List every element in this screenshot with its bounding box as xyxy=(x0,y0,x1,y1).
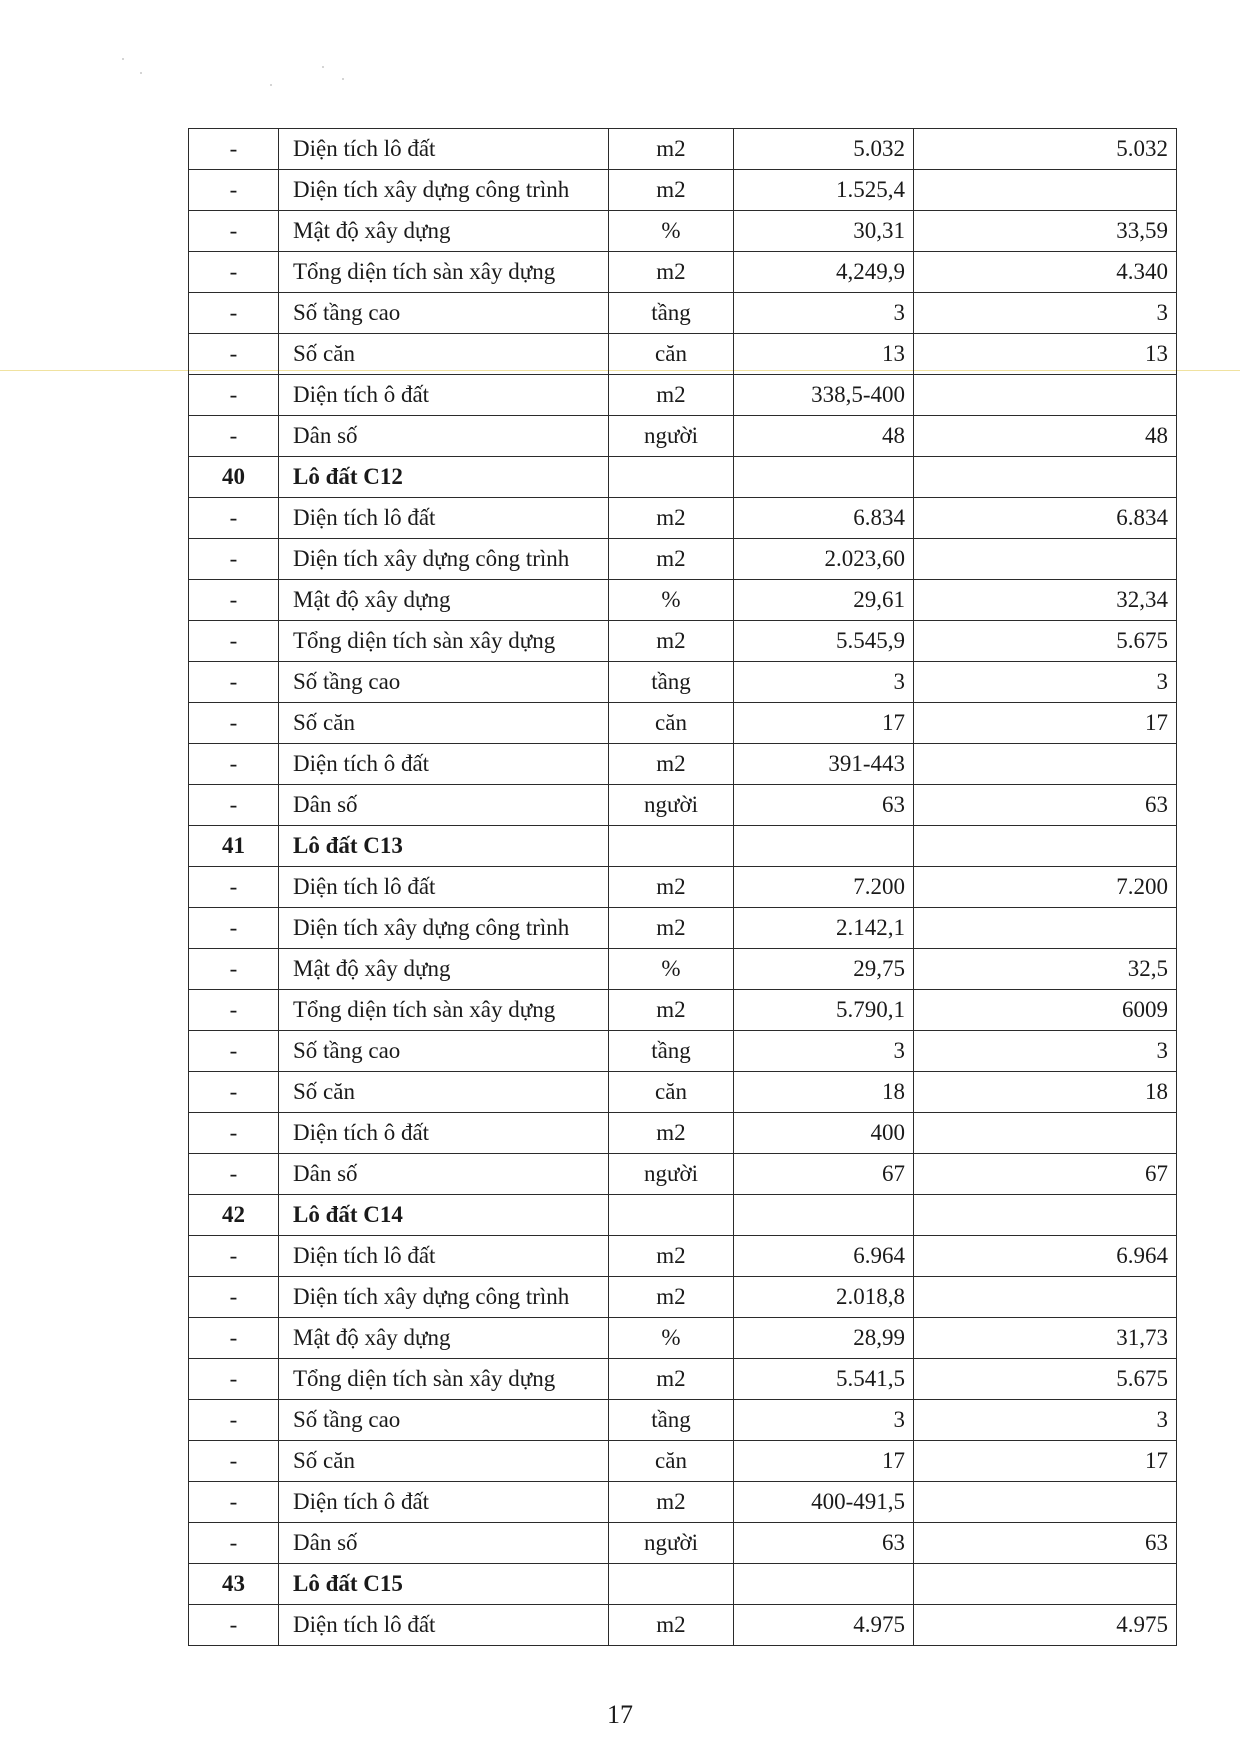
row-value-2: 33,59 xyxy=(914,211,1177,252)
row-value-1: 400 xyxy=(734,1113,914,1154)
row-unit: m2 xyxy=(609,375,734,416)
row-value-2: 17 xyxy=(914,703,1177,744)
row-value-1: 18 xyxy=(734,1072,914,1113)
row-value-1: 30,31 xyxy=(734,211,914,252)
row-value-2 xyxy=(914,1482,1177,1523)
row-value-2: 5.032 xyxy=(914,129,1177,170)
land-lot-table-body xyxy=(189,129,1177,1646)
row-value-2 xyxy=(914,170,1177,211)
table-row xyxy=(189,1277,1177,1318)
row-value-2 xyxy=(914,826,1177,867)
row-index: - xyxy=(189,539,279,580)
row-item: Diện tích ô đất xyxy=(279,744,609,785)
row-unit: tầng xyxy=(609,1400,734,1441)
row-value-1: 17 xyxy=(734,703,914,744)
row-unit: m2 xyxy=(609,990,734,1031)
row-index: - xyxy=(189,129,279,170)
table-row xyxy=(189,662,1177,703)
row-item: Tổng diện tích sàn xây dựng xyxy=(279,990,609,1031)
row-value-1: 6.834 xyxy=(734,498,914,539)
row-value-1: 2.142,1 xyxy=(734,908,914,949)
row-value-2: 6.964 xyxy=(914,1236,1177,1277)
row-value-2: 63 xyxy=(914,785,1177,826)
row-unit: căn xyxy=(609,334,734,375)
row-unit: m2 xyxy=(609,1605,734,1646)
row-item: Mật độ xây dựng xyxy=(279,580,609,621)
row-index: - xyxy=(189,416,279,457)
row-unit: m2 xyxy=(609,170,734,211)
row-unit: m2 xyxy=(609,1236,734,1277)
row-value-1 xyxy=(734,457,914,498)
row-value-2: 32,34 xyxy=(914,580,1177,621)
row-value-1: 3 xyxy=(734,1031,914,1072)
row-item: Tổng diện tích sàn xây dựng xyxy=(279,252,609,293)
row-unit: m2 xyxy=(609,1277,734,1318)
row-value-1: 3 xyxy=(734,662,914,703)
row-index: - xyxy=(189,211,279,252)
row-item: Lô đất C14 xyxy=(279,1195,609,1236)
row-value-2: 32,5 xyxy=(914,949,1177,990)
row-item: Diện tích lô đất xyxy=(279,498,609,539)
row-item: Dân số xyxy=(279,1523,609,1564)
row-value-1: 28,99 xyxy=(734,1318,914,1359)
row-unit xyxy=(609,457,734,498)
row-value-1: 67 xyxy=(734,1154,914,1195)
row-value-1: 338,5-400 xyxy=(734,375,914,416)
row-value-2: 6009 xyxy=(914,990,1177,1031)
row-index: - xyxy=(189,662,279,703)
table-row xyxy=(189,621,1177,662)
row-item: Mật độ xây dựng xyxy=(279,949,609,990)
table-row xyxy=(189,1359,1177,1400)
row-unit: căn xyxy=(609,1072,734,1113)
row-value-2 xyxy=(914,1195,1177,1236)
row-value-1: 48 xyxy=(734,416,914,457)
row-value-2: 5.675 xyxy=(914,1359,1177,1400)
row-value-2 xyxy=(914,1113,1177,1154)
table-row xyxy=(189,580,1177,621)
scan-speck xyxy=(122,58,124,60)
row-value-2: 18 xyxy=(914,1072,1177,1113)
row-value-1: 29,61 xyxy=(734,580,914,621)
table-section-row xyxy=(189,1195,1177,1236)
row-item: Lô đất C12 xyxy=(279,457,609,498)
table-row xyxy=(189,1113,1177,1154)
row-value-1 xyxy=(734,1195,914,1236)
table-row xyxy=(189,211,1177,252)
row-index: - xyxy=(189,170,279,211)
row-value-1: 5.541,5 xyxy=(734,1359,914,1400)
row-value-1: 391-443 xyxy=(734,744,914,785)
row-item: Mật độ xây dựng xyxy=(279,1318,609,1359)
table-row xyxy=(189,1523,1177,1564)
row-unit: m2 xyxy=(609,1113,734,1154)
row-unit: m2 xyxy=(609,908,734,949)
row-index: - xyxy=(189,1318,279,1359)
row-item: Diện tích lô đất xyxy=(279,867,609,908)
row-value-2 xyxy=(914,908,1177,949)
row-index: - xyxy=(189,580,279,621)
row-unit xyxy=(609,826,734,867)
table-row xyxy=(189,744,1177,785)
row-item: Dân số xyxy=(279,1154,609,1195)
table-row xyxy=(189,1441,1177,1482)
row-index: 43 xyxy=(189,1564,279,1605)
row-index: 41 xyxy=(189,826,279,867)
row-unit xyxy=(609,1195,734,1236)
row-index: - xyxy=(189,1113,279,1154)
row-index: - xyxy=(189,1441,279,1482)
row-index: - xyxy=(189,990,279,1031)
row-value-2 xyxy=(914,1277,1177,1318)
row-item: Lô đất C15 xyxy=(279,1564,609,1605)
table-row xyxy=(189,1605,1177,1646)
row-value-1: 13 xyxy=(734,334,914,375)
row-item: Diện tích xây dựng công trình xyxy=(279,1277,609,1318)
row-value-1: 63 xyxy=(734,785,914,826)
row-item: Diện tích lô đất xyxy=(279,1236,609,1277)
table-row xyxy=(189,908,1177,949)
table-row xyxy=(189,1154,1177,1195)
table-row xyxy=(189,416,1177,457)
table-row xyxy=(189,949,1177,990)
row-item: Dân số xyxy=(279,416,609,457)
row-item: Tổng diện tích sàn xây dựng xyxy=(279,621,609,662)
row-item: Diện tích xây dựng công trình xyxy=(279,908,609,949)
row-unit: căn xyxy=(609,1441,734,1482)
row-index: - xyxy=(189,1523,279,1564)
row-value-2 xyxy=(914,744,1177,785)
row-index: - xyxy=(189,1482,279,1523)
row-unit: % xyxy=(609,580,734,621)
row-item: Tổng diện tích sàn xây dựng xyxy=(279,1359,609,1400)
row-value-1 xyxy=(734,826,914,867)
row-unit: m2 xyxy=(609,1359,734,1400)
row-value-1: 4,249,9 xyxy=(734,252,914,293)
table-row xyxy=(189,498,1177,539)
row-value-2: 13 xyxy=(914,334,1177,375)
table-row xyxy=(189,703,1177,744)
table-row xyxy=(189,1072,1177,1113)
row-index: - xyxy=(189,703,279,744)
row-value-1: 6.964 xyxy=(734,1236,914,1277)
row-unit: tầng xyxy=(609,293,734,334)
table-row xyxy=(189,129,1177,170)
row-item: Diện tích lô đất xyxy=(279,1605,609,1646)
row-value-2 xyxy=(914,375,1177,416)
row-value-2: 6.834 xyxy=(914,498,1177,539)
row-unit: m2 xyxy=(609,621,734,662)
row-item: Diện tích ô đất xyxy=(279,1482,609,1523)
row-value-2: 31,73 xyxy=(914,1318,1177,1359)
row-unit: người xyxy=(609,1523,734,1564)
row-value-1: 2.023,60 xyxy=(734,539,914,580)
table-row xyxy=(189,1031,1177,1072)
row-item: Số tầng cao xyxy=(279,1400,609,1441)
row-value-2: 48 xyxy=(914,416,1177,457)
row-unit: người xyxy=(609,1154,734,1195)
row-index: - xyxy=(189,744,279,785)
scan-speck xyxy=(140,72,142,74)
row-index: - xyxy=(189,375,279,416)
row-value-1: 29,75 xyxy=(734,949,914,990)
table-row xyxy=(189,334,1177,375)
row-index: - xyxy=(189,1154,279,1195)
row-index: - xyxy=(189,498,279,539)
row-item: Mật độ xây dựng xyxy=(279,211,609,252)
row-index: - xyxy=(189,785,279,826)
row-index: - xyxy=(189,1359,279,1400)
row-value-1: 5.545,9 xyxy=(734,621,914,662)
row-index: - xyxy=(189,1236,279,1277)
table-row xyxy=(189,1482,1177,1523)
row-value-1: 2.018,8 xyxy=(734,1277,914,1318)
row-unit: m2 xyxy=(609,252,734,293)
row-unit: m2 xyxy=(609,539,734,580)
row-item: Diện tích xây dựng công trình xyxy=(279,539,609,580)
row-item: Diện tích ô đất xyxy=(279,375,609,416)
table-row xyxy=(189,1236,1177,1277)
page-number: 17 xyxy=(607,1700,633,1729)
row-index: 40 xyxy=(189,457,279,498)
table-row xyxy=(189,375,1177,416)
row-unit: người xyxy=(609,416,734,457)
row-index: - xyxy=(189,949,279,990)
row-unit: m2 xyxy=(609,744,734,785)
row-item: Diện tích lô đất xyxy=(279,129,609,170)
row-item: Số tầng cao xyxy=(279,662,609,703)
row-value-2: 17 xyxy=(914,1441,1177,1482)
table-section-row xyxy=(189,1564,1177,1605)
land-lot-table xyxy=(188,128,1177,1646)
row-unit: tầng xyxy=(609,1031,734,1072)
row-item: Số tầng cao xyxy=(279,293,609,334)
row-unit: % xyxy=(609,1318,734,1359)
row-index: - xyxy=(189,334,279,375)
scan-speck xyxy=(270,84,272,86)
row-value-2 xyxy=(914,1564,1177,1605)
row-unit: % xyxy=(609,211,734,252)
row-value-2: 63 xyxy=(914,1523,1177,1564)
row-item: Số căn xyxy=(279,1441,609,1482)
row-index: - xyxy=(189,1277,279,1318)
row-value-2: 4.340 xyxy=(914,252,1177,293)
row-unit: căn xyxy=(609,703,734,744)
row-item: Số căn xyxy=(279,334,609,375)
row-value-1: 17 xyxy=(734,1441,914,1482)
row-index: - xyxy=(189,621,279,662)
row-value-2 xyxy=(914,457,1177,498)
table-row xyxy=(189,539,1177,580)
row-item: Số căn xyxy=(279,703,609,744)
row-value-1: 5.790,1 xyxy=(734,990,914,1031)
row-unit: tầng xyxy=(609,662,734,703)
table-row xyxy=(189,1400,1177,1441)
row-value-2: 3 xyxy=(914,293,1177,334)
row-index: - xyxy=(189,252,279,293)
row-unit: m2 xyxy=(609,867,734,908)
row-item: Số tầng cao xyxy=(279,1031,609,1072)
row-value-2: 7.200 xyxy=(914,867,1177,908)
row-value-1: 5.032 xyxy=(734,129,914,170)
row-index: - xyxy=(189,908,279,949)
row-unit: m2 xyxy=(609,498,734,539)
row-index: - xyxy=(189,1072,279,1113)
table-row xyxy=(189,252,1177,293)
table-section-row xyxy=(189,457,1177,498)
row-item: Diện tích xây dựng công trình xyxy=(279,170,609,211)
row-value-2: 3 xyxy=(914,662,1177,703)
row-item: Số căn xyxy=(279,1072,609,1113)
row-index: - xyxy=(189,1031,279,1072)
row-value-1: 63 xyxy=(734,1523,914,1564)
table-row xyxy=(189,1318,1177,1359)
table-section-row xyxy=(189,826,1177,867)
row-value-2: 3 xyxy=(914,1031,1177,1072)
row-index: - xyxy=(189,1605,279,1646)
row-value-2 xyxy=(914,539,1177,580)
row-value-1: 3 xyxy=(734,1400,914,1441)
table-row xyxy=(189,293,1177,334)
row-index: - xyxy=(189,867,279,908)
row-value-1 xyxy=(734,1564,914,1605)
row-index: - xyxy=(189,293,279,334)
row-value-1: 3 xyxy=(734,293,914,334)
row-item: Diện tích ô đất xyxy=(279,1113,609,1154)
row-value-2: 5.675 xyxy=(914,621,1177,662)
row-value-1: 1.525,4 xyxy=(734,170,914,211)
row-unit xyxy=(609,1564,734,1605)
row-unit: m2 xyxy=(609,1482,734,1523)
row-value-2: 67 xyxy=(914,1154,1177,1195)
row-value-2: 4.975 xyxy=(914,1605,1177,1646)
row-value-1: 4.975 xyxy=(734,1605,914,1646)
row-index: 42 xyxy=(189,1195,279,1236)
scan-speck xyxy=(322,66,324,68)
table-row xyxy=(189,867,1177,908)
row-value-1: 7.200 xyxy=(734,867,914,908)
row-item: Lô đất C13 xyxy=(279,826,609,867)
row-item: Dân số xyxy=(279,785,609,826)
row-unit: m2 xyxy=(609,129,734,170)
scan-speck xyxy=(342,78,344,80)
table-row xyxy=(189,170,1177,211)
row-value-1: 400-491,5 xyxy=(734,1482,914,1523)
table-row xyxy=(189,785,1177,826)
row-unit: người xyxy=(609,785,734,826)
row-unit: % xyxy=(609,949,734,990)
row-index: - xyxy=(189,1400,279,1441)
table-row xyxy=(189,990,1177,1031)
row-value-2: 3 xyxy=(914,1400,1177,1441)
